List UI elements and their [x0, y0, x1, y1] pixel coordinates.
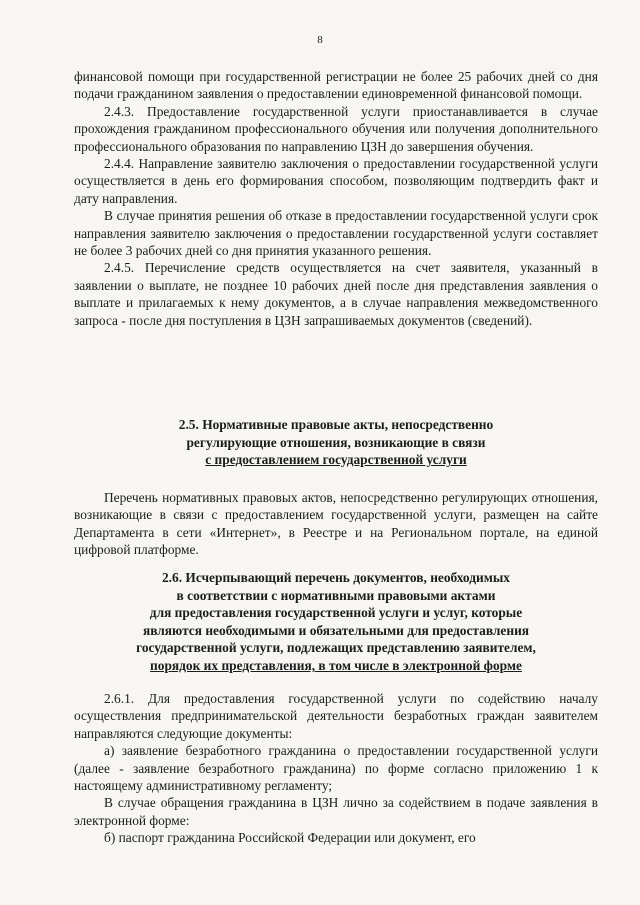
heading-line: являются необходимыми и обязательными для предоставления [142, 622, 530, 638]
heading-line: порядок их представления, в том числе в электронной форме [150, 657, 522, 673]
heading-line: для предоставления государственной услуги и услуг, которые [149, 605, 523, 621]
heading-line: государственной услуги, подлежащих представлению заявителем, [136, 640, 536, 656]
heading-line: в соответствии с нормативными правовыми актами [176, 587, 496, 603]
heading-line: с предоставлением государственной услуги [205, 452, 467, 468]
heading-2-6 [74, 569, 598, 675]
paragraph: финансовой помощи при государственной регистрации не более 25 рабочих дней со дня подачи гражданином заявления о предоставлении единовременной финансовой помощи. [74, 69, 598, 102]
paragraph: б) паспорт гражданина Российской Федерации или документ, его [104, 830, 476, 846]
section-2-4-text [74, 68, 598, 329]
paragraph: Перечень нормативных правовых актов, непосредственно регулирующих отношения, возникающие в связи с предоставлением государственной услуги, размещен на сайте Департамента в сети «Интернет», в Реестре и на Региональном портале, на единой цифровой платформе. [74, 490, 598, 558]
paragraph-2-6-1: 2.6.1. Для предоставления государственной услуги по содействию началу осуществления предпринимательской деятельности безработных граждан заявителем направляются следующие документы: [74, 691, 598, 741]
paragraph-2-4-4: 2.4.4. Направление заявителю заключения о предоставлении государственной услуги осуществляется в день его формирования способом, позволяющим подтвердить факт и дату направления. [74, 156, 598, 206]
paragraph: а) заявление безработного гражданина о предоставлении государственной услуги (далее - заявление безработного гражданина) по форме согласно приложению 1 к настоящему административному регламенту; [74, 743, 598, 794]
heading-2-5 [74, 416, 598, 469]
section-2-5-text [74, 489, 598, 559]
section-2-6-text [74, 690, 598, 847]
heading-line: 2.5. Нормативные правовые акты, непосредственно [178, 417, 494, 432]
heading-line: регулирующие отношения, возникающие в связи [186, 434, 486, 450]
paragraph: В случае обращения гражданина в ЦЗН лично за содействием в подаче заявления в электронной форме: [74, 795, 598, 828]
paragraph: В случае принятия решения об отказе в предоставлении государственной услуги срок направления заявителю заключения о предоставлении государственной услуги составляет не более 3 рабочих дней со дня принятия указанного решения. [74, 208, 598, 259]
paragraph-2-4-3: 2.4.3. Предоставление государственной услуги приостанавливается в случае прохождения гражданином профессионального обучения или получения дополнительного профессионального образования по направлению ЦЗН до завершения обучения. [74, 103, 598, 154]
paragraph-2-4-5: 2.4.5. Перечисление средств осуществляется на счет заявителя, указанный в заявлении о выплате, не позднее 10 рабочих дней после дня представления заявления о выплате и прилагаемых к нему документов, а в случае направления межведомственного запроса - после дня поступления в ЦЗН запрашиваемых документов (сведений). [74, 260, 598, 328]
page-number: 8 [317, 34, 323, 46]
heading-line: 2.6. Исчерпывающий перечень документов, необходимых [161, 570, 510, 585]
